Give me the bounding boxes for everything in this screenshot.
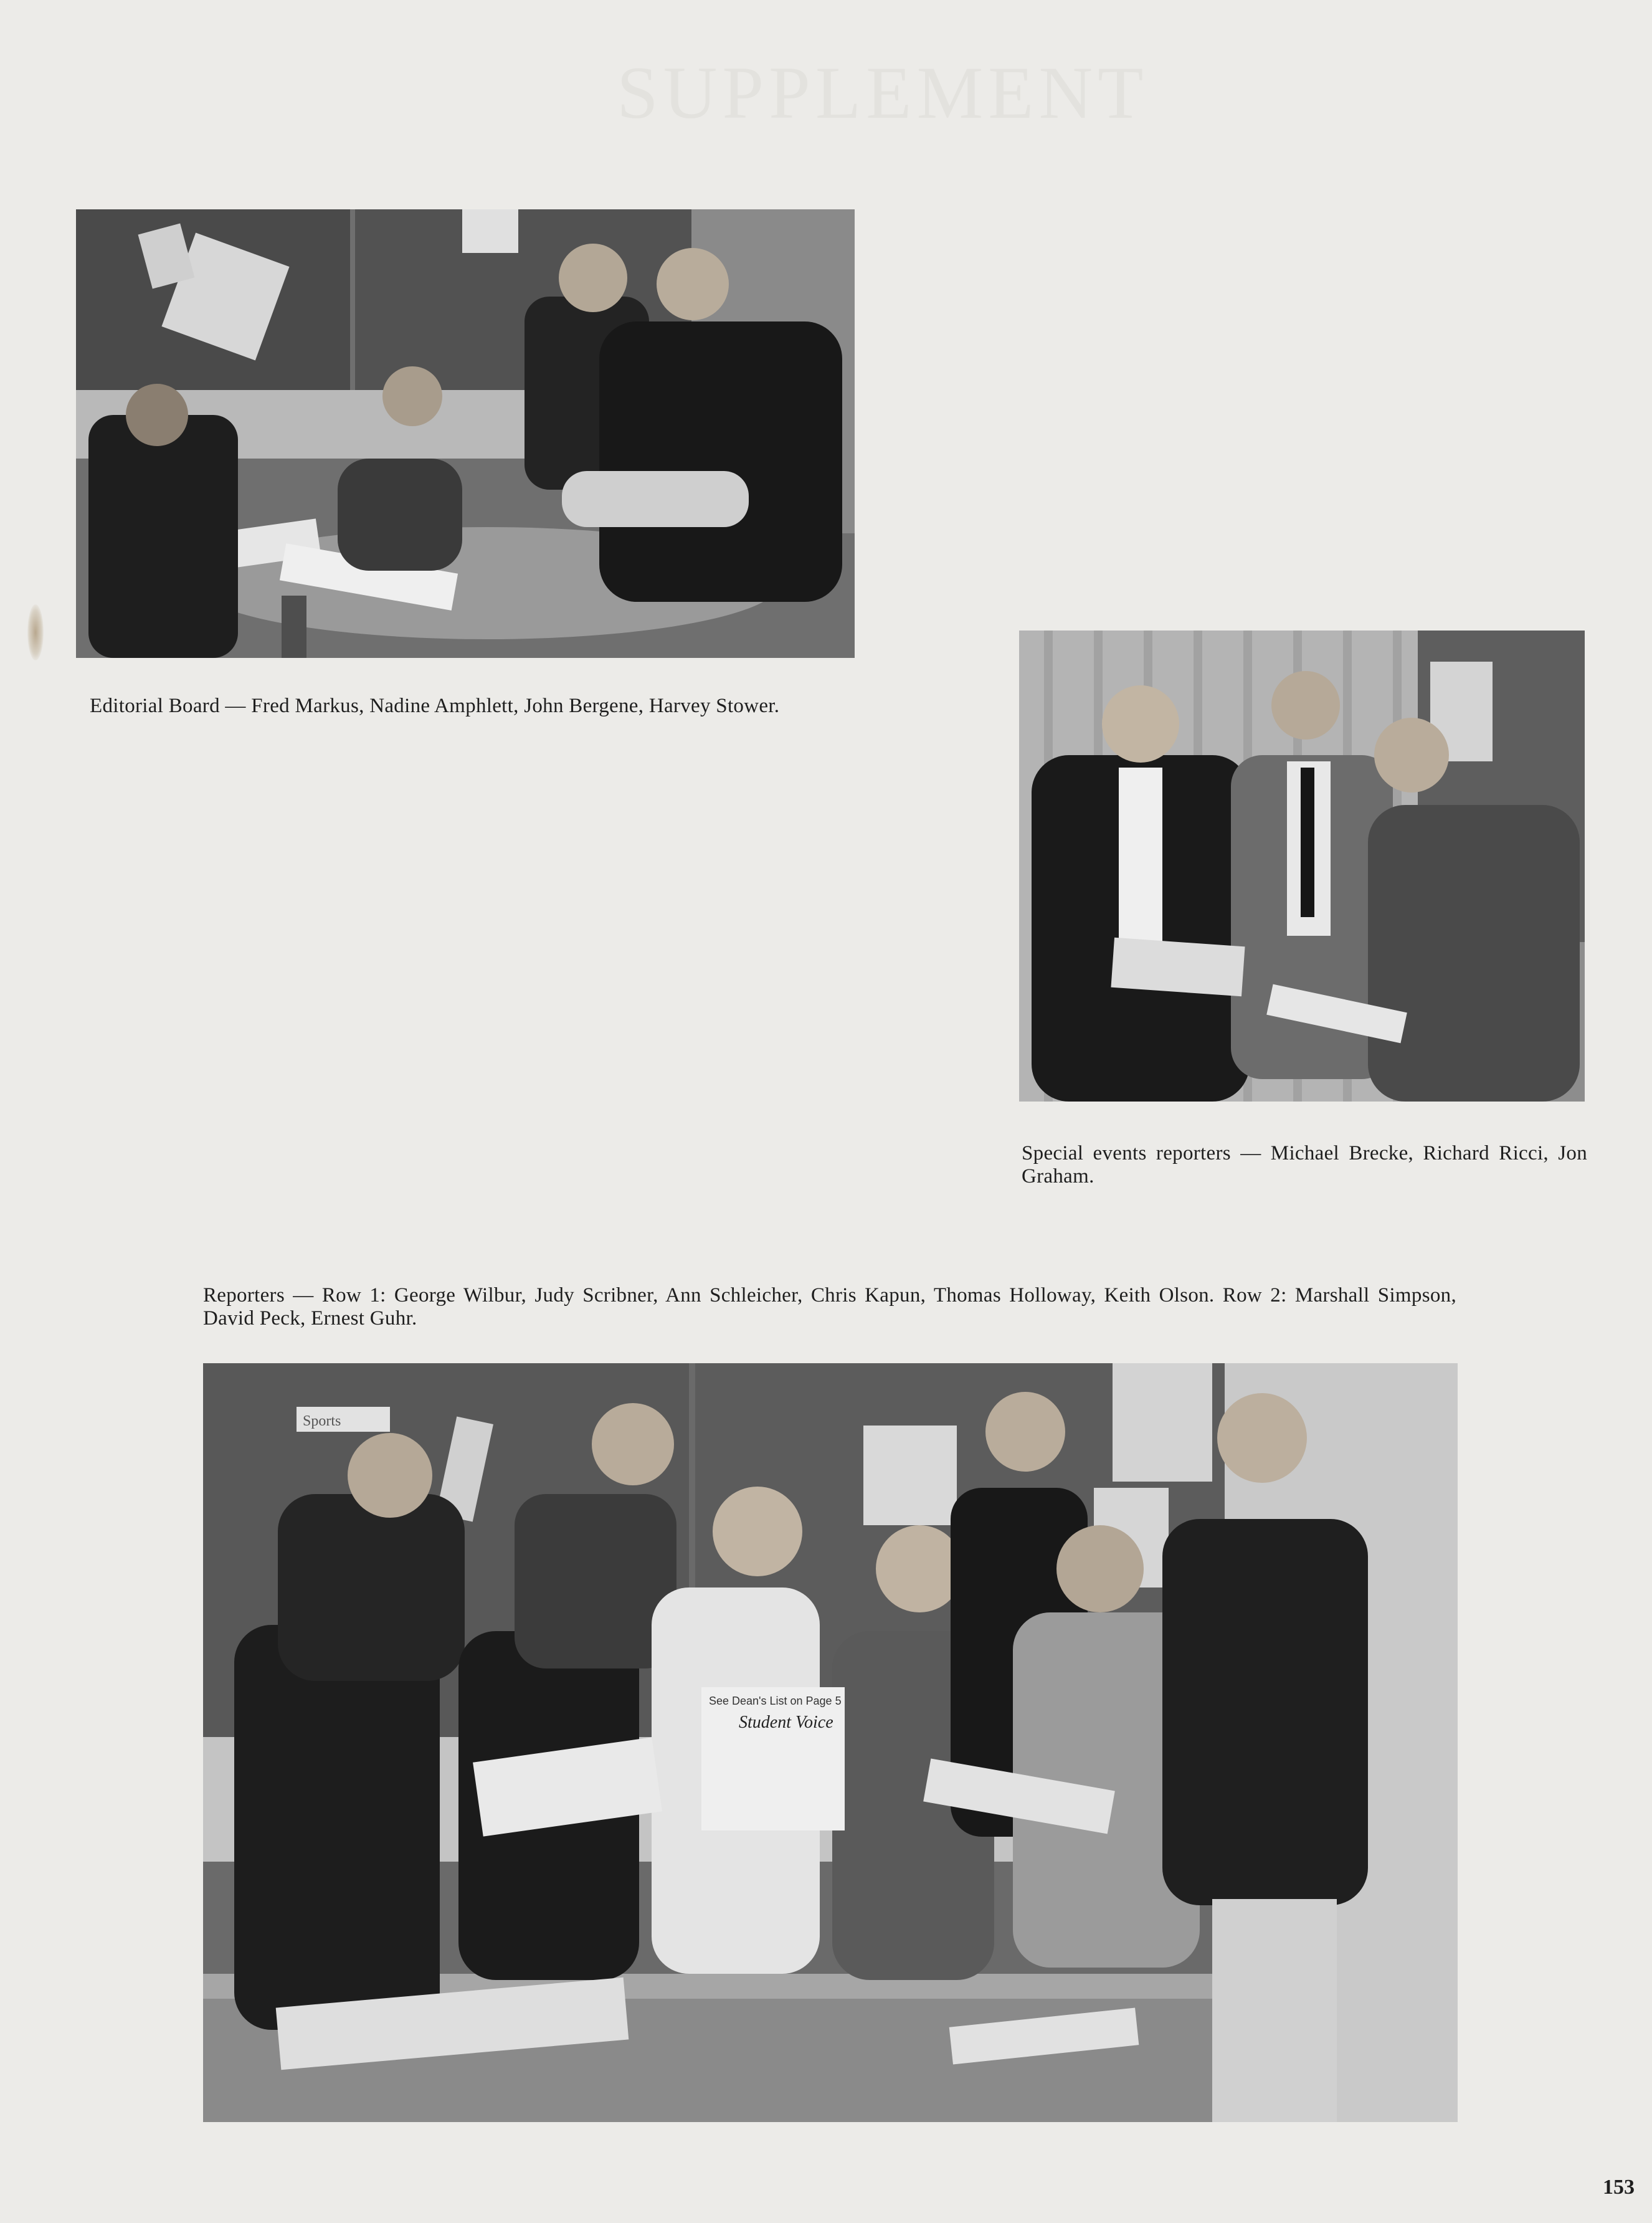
- reporters-caption: Reporters — Row 1: George Wilbur, Judy Scribner, Ann Schleicher, Chris Kapun, Thomas Holloway, Keith Olson. Row 2: Marshall Simpson, David Peck, Ernest Guhr.: [203, 1284, 1456, 1330]
- special-events-caption: Special events reporters — Michael Brecke, Richard Ricci, Jon Graham.: [1022, 1142, 1587, 1188]
- reporters-photo: [203, 1363, 1458, 2122]
- special-events-photo-image: [1019, 631, 1585, 1102]
- reporters-photo-image: [203, 1363, 1458, 2122]
- board-sign-text: Sports: [303, 1413, 341, 1429]
- page-stain: [27, 604, 44, 660]
- newspaper-headline-text: See Dean's List on Page 5: [709, 1695, 842, 1707]
- bleed-through-text: SUPPLEMENT: [617, 51, 1149, 134]
- editorial-board-caption: Editorial Board — Fred Markus, Nadine Amphlett, John Bergene, Harvey Stower.: [90, 695, 780, 717]
- newspaper-masthead-text: Student Voice: [739, 1713, 833, 1732]
- special-events-photo: [1019, 631, 1585, 1102]
- editorial-board-photo: [76, 209, 855, 658]
- page-number: 153: [1603, 2176, 1635, 2199]
- editorial-board-photo-image: [76, 209, 855, 658]
